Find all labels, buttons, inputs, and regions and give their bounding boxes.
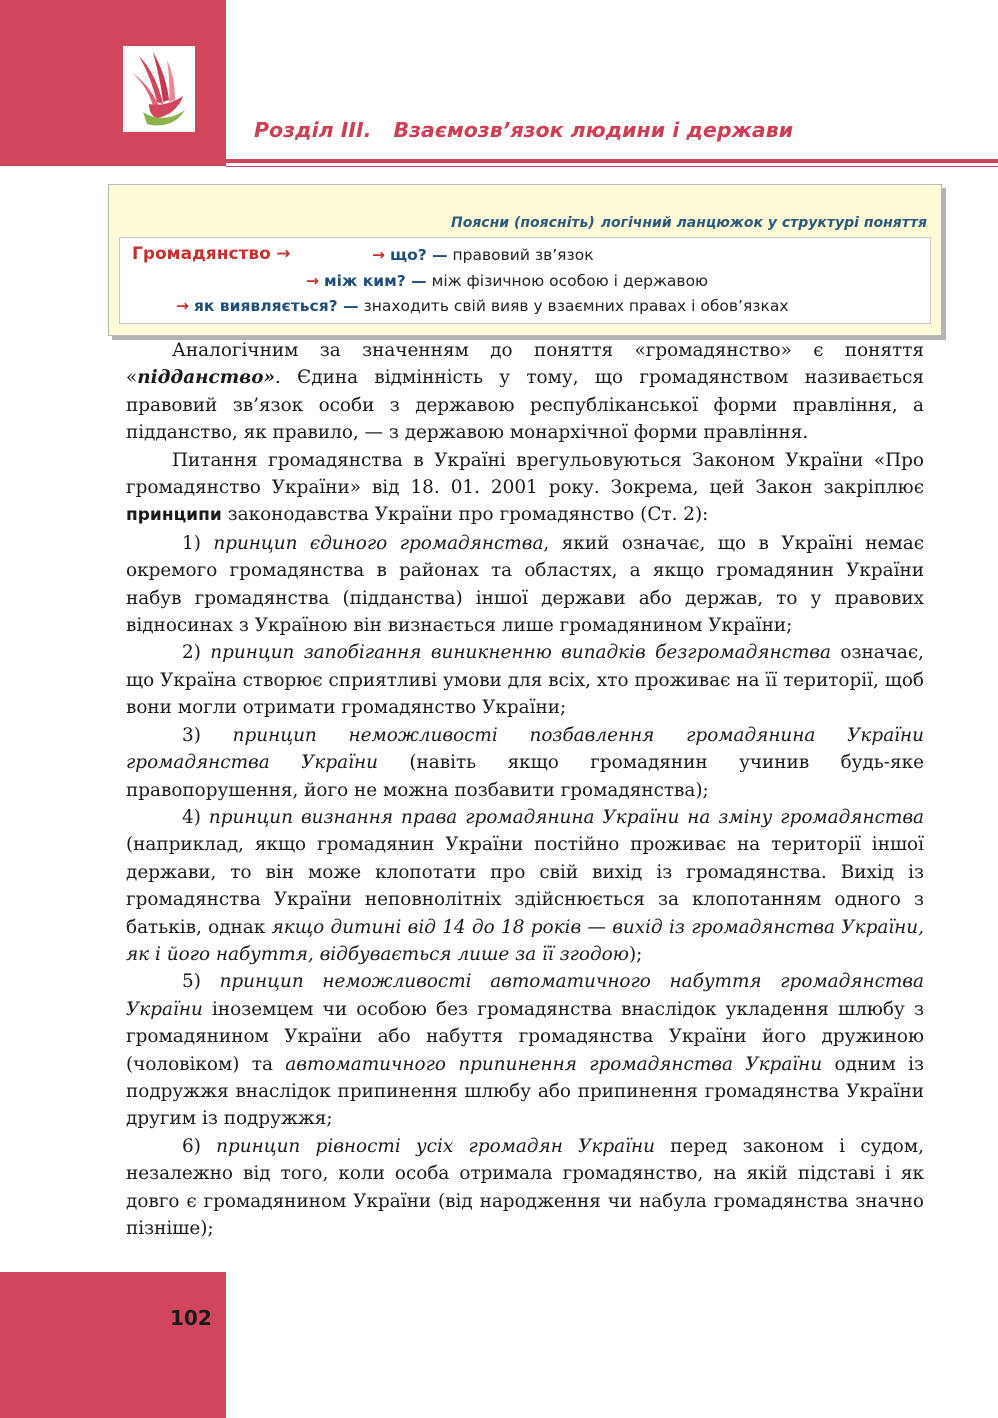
chain-question-what: що? — [389, 246, 448, 264]
logic-chain-box-header: Поясни (поясніть) логічний ланцюжок у структурі поняття [450, 215, 927, 231]
bottom-side-band [0, 1272, 226, 1418]
chain-term: Громадянство [132, 244, 271, 264]
logic-chain-content [119, 237, 931, 324]
principle-item-6: 6) принцип рівності усіх громадян України перед законом і судом, незалежно від того, коли особа отримала громадянство, на якій підставі і як довго є громадянином України (від народження чи набула громадянства значно пізніше); [126, 1135, 924, 1239]
principle-item-3: 3) принцип неможливості позбавлення громадянина України громадянства України (навіть якщо громадянин учинив будь-яке правопорушення, його не можна позбавити громадянства); [126, 724, 924, 801]
chain-question-between: між ким? — [323, 272, 427, 290]
body-text [126, 337, 924, 1242]
arrow-right-icon: → [372, 246, 385, 264]
chain-row-between [306, 272, 708, 290]
chain-term-row [132, 244, 290, 264]
hands-bird-logo-icon [123, 46, 195, 132]
arrow-right-icon: → [306, 272, 319, 290]
principle-item-1: 1) принцип єдиного громадянства, який означає, що в Україні немає окремого громадянства в районах та областях, а якщо громадянин України набув громадянства (підданства) іншої держави або держав, то у правових відносинах з Україною він визнається лише громадянином України; [126, 532, 924, 637]
chapter-title: Взаємозв’язок людини і держави [393, 118, 794, 142]
header-rule-thin [226, 166, 998, 167]
chain-answer-how: знаходить свій вияв у взаємних правах і обов’язках [363, 297, 789, 315]
term-principles: принципи [126, 505, 222, 526]
page-number: 102 [170, 1306, 212, 1330]
principle-item-4: 4) принцип визнання права громадянина України на зміну громадянства (наприклад, якщо громадянин України постійно проживає на території іншої держави, то він може клопотати про свій вихід із громадянства. Вихід із громадянства України неповнолітніх здійснюється за клопотанням одного з батьків, однак якщо дитині від 14 до 18 років — вихід із громадянства України, як і його набуття, відбувається лише за її згодою); [126, 806, 924, 965]
chain-row-how [176, 297, 789, 315]
principle-item-2: 2) принцип запобігання виникненню випадків безгромадянства означає, що Україна створює сприятливі умови для всіх, хто проживає на її території, щоб вони могли отримати громадянство України; [126, 642, 924, 719]
chapter-heading [254, 118, 793, 142]
logic-chain-box [108, 184, 942, 336]
header-rule [226, 159, 998, 163]
chain-answer-between: між фізичною особою і державою [431, 272, 709, 290]
chain-question-how: як виявляється? — [193, 297, 359, 315]
chapter-number: Розділ ІІІ. [254, 118, 372, 142]
term-subjecthood: підданство» [137, 367, 276, 389]
arrow-right-icon: → [176, 297, 189, 315]
paragraph-subjecthood: Аналогічним за значенням до поняття «громадянство» є поняття «підданство». Єдина відмінність у тому, що громадянством називається правовий зв’язок особи з державою республіканської форми правління, а підданство, як правило, — з державою монархічної форми правління. [126, 340, 924, 444]
paragraph-law: Питання громадянства в Україні врегульовуються Законом України «Про громадянство України» від 18. 01. 2001 року. Зокрема, цей Закон закріплює принципи законодавства України про громадянство (Ст. 2): [126, 449, 924, 526]
arrow-right-icon: → [276, 244, 291, 264]
chain-row-what [372, 246, 594, 264]
principle-item-5: 5) принцип неможливості автоматичного набуття громадянства України іноземцем чи особою без громадянства внаслідок укладення шлюбу з громадянином України або набуття громадянства України його дружиною (чоловіком) та автоматичного припинення громадянства України одним із подружжя внаслідок припинення шлюбу або припинення громадянства України другим із подружжя; [126, 971, 924, 1130]
chain-answer-what: правовий зв’язок [452, 246, 594, 264]
